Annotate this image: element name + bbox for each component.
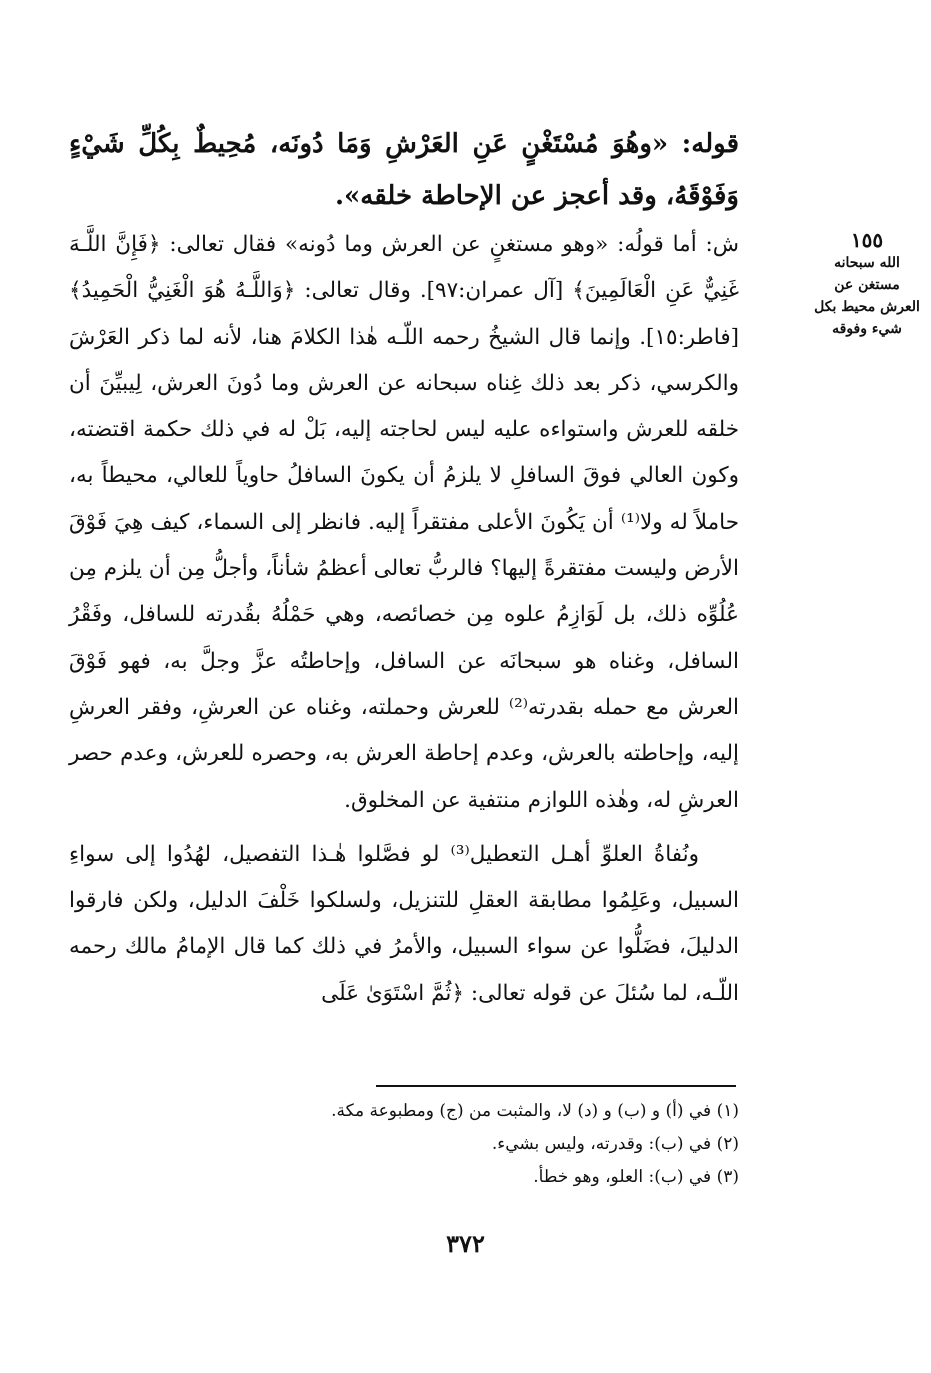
footnote: (١) في (أ) و (ب) و (د) لا، والمثبت من (ج) ومطبوعة مكة. bbox=[331, 1101, 739, 1121]
footnote-divider bbox=[376, 1085, 736, 1087]
footnotes bbox=[179, 1095, 739, 1194]
footnote: (٣) في (ب): العلو، وهو خطأ. bbox=[533, 1167, 739, 1187]
footnote: (٢) في (ب): وقدرته، وليس بشيء. bbox=[491, 1134, 739, 1154]
margin-note bbox=[813, 228, 921, 340]
page-number: ٣٧٢ bbox=[446, 1229, 485, 1258]
paragraph: ش: أما قولُه: «وهو مستغنٍ عن العرش وما دُونه» فقال تعالى: ﴿فَإِنَّ اللَّـهَ غَنِيٌّ عَنِ الْعَالَمِينَ﴾ [آل عمران:٩٧]. وقال تعالى: ﴿وَاللَّـهُ هُوَ الْغَنِيُّ الْحَمِيدُ﴾ [فاطر:١٥]. وإنما قال الشيخُ رحمه اللّـه هٰذا الكلامَ هنا، لأنه لما ذكر العَرْشَ والكرسي، ذكر بعد ذلك غِناه سبحانه عن العرش وما دُونَ العرش، لِيبيِّنَ أن خلقه للعرش واستواءه عليه ليس لحاجته إليه، بَلْ له في ذلك حكمة اقتضته، وكون العالي فوقَ السافلِ لا يلزمُ أن يكونَ السافلُ حاوياً للعالي، محيطاً به، حاملاً له ولا⁽¹⁾ أن يَكُونَ الأعلى مفتقراً إليه. فانظر إلى السماء، كيف هِيَ فَوْقَ الأرض وليست مفتقرةً إليها؟ فالربُّ تعالى أعظمُ شأناً، وأجلُّ مِن أن يلزم مِن عُلُوِّه ذلك، بل لَوَازِمُ علوه مِن خصائصه، وهي حَمْلُهُ بقُدرته للسافل، وفَقْرُ السافل، وغناه هو سبحانَه عن السافل، وإحاطتُه عزَّ وجلَّ به، فهو فَوْقَ العرش مع حمله بقدرته⁽²⁾ للعرش وحملته، وغناه عن العرشِ، وفقر العرشِ إليه، وإحاطته بالعرش، وعدم إحاطة العرش به، وحصره للعرش، وعدم حصر العرشِ له، وهٰذه اللوازم منتفية عن المخلوق. bbox=[69, 232, 739, 813]
paragraph: ونُفاةُ العلوِّ أهـل التعطيل⁽³⁾ لو فصَّلوا هٰـذا التفصيل، لهُدُوا إلى سواءِ السبيل، وعَلِمُوا مطابقة العقلِ للتنزيل، ولسلكوا خَلْفَ الدليل، ولكن فارقوا الدليلَ، فضَلُّوا عن سواء السبيل، والأمرُ في ذلك كما قال الإمامُ مالك رحمه اللّـه، لما سُئلَ عن قوله تعالى: ﴿ثُمَّ اسْتَوَىٰ عَلَى bbox=[69, 841, 739, 1006]
commentary-body bbox=[69, 222, 739, 1017]
margin-note-text: الله سبحانه مستغن عن العرش محيط بكل شيء وفوقه bbox=[814, 255, 920, 337]
heading-text: قوله: «وهُوَ مُسْتَغْنٍ عَنِ العَرْشِ وَمَا دُونَه، مُحِيطٌ بِكُلِّ شَيْءٍ وَفَوْقَهُ، وقد أعجز عن الإحاطة خلقه». bbox=[69, 129, 739, 211]
matn-heading bbox=[69, 118, 739, 222]
margin-note-number: ١٥٥ bbox=[850, 228, 884, 252]
